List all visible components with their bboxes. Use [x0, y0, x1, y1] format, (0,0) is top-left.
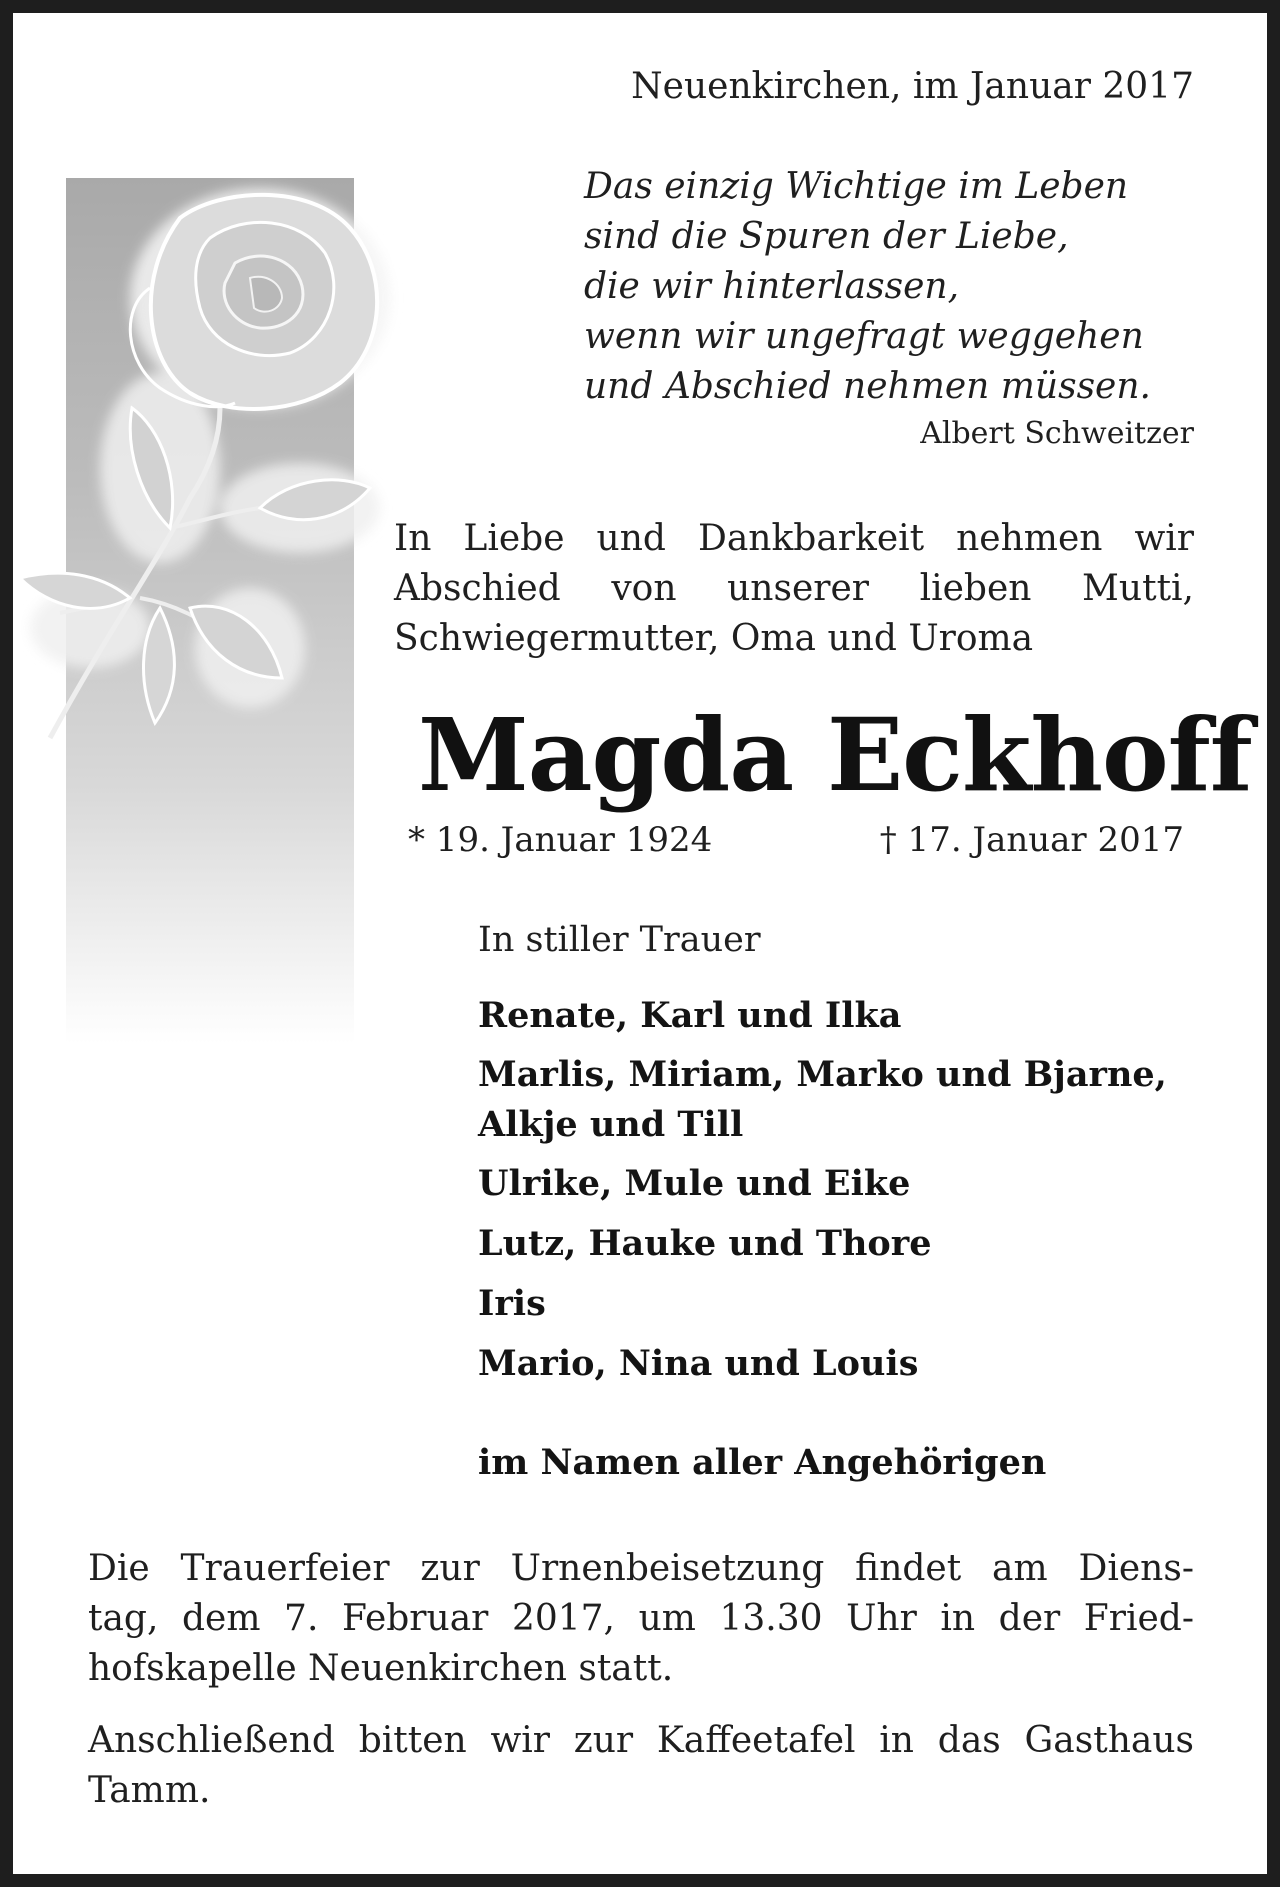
quote-author: Albert Schweitzer [920, 416, 1194, 451]
deceased-name: Magda Eckhoff [418, 696, 1252, 814]
mourner-entry: Ulrike, Mule und Eike [478, 1163, 911, 1204]
reception-notice [88, 1716, 1194, 1816]
place-date: Neuenkirchen, im Januar 2017 [631, 66, 1194, 107]
rose-illustration [20, 178, 410, 778]
death-date: † 17. Januar 2017 [879, 820, 1184, 860]
behalf-line: im Namen aller Angehörigen [478, 1442, 1047, 1483]
quote-line: die wir hinterlassen, [584, 266, 960, 307]
reception-line: Anschließend bitten wir zur Kaffeetafel in das Gasthaus [88, 1720, 1194, 1761]
quote-line: wenn wir ungefragt weggehen [584, 316, 1144, 357]
intro-text [394, 514, 1194, 664]
mourner-entry: Mario, Nina und Louis [478, 1343, 919, 1384]
quote-line: Das einzig Wichtige im Leben [584, 166, 1129, 207]
quote [584, 162, 1151, 412]
mourner-entry: Marlis, Miriam, Marko und Bjarne, Alkje und Till [478, 1054, 1167, 1145]
mourners-list [478, 990, 1167, 1398]
intro-line: Schwiegermutter, Oma und Uroma [394, 618, 1034, 659]
service-line: Die Trauerfeier zur Urnenbeisetzung findet am Diens- [88, 1548, 1194, 1589]
service-line: hofskapelle Neuenkirchen statt. [88, 1648, 674, 1689]
quote-line: sind die Spuren der Liebe, [584, 216, 1069, 257]
mourner-entry: Lutz, Hauke und Thore [478, 1223, 932, 1264]
intro-line: Abschied von unserer lieben Mutti, [394, 568, 1194, 609]
quote-line: und Abschied nehmen müssen. [584, 366, 1151, 407]
birth-date: * 19. Januar 1924 [408, 820, 713, 860]
mourner-entry: Iris [478, 1283, 546, 1324]
service-notice [88, 1544, 1194, 1694]
mourning-heading: In stiller Trauer [478, 920, 761, 960]
mourner-entry: Renate, Karl und Ilka [478, 995, 902, 1036]
reception-line: Tamm. [88, 1770, 211, 1811]
service-line: tag, dem 7. Februar 2017, um 13.30 Uhr in der Fried- [88, 1598, 1194, 1639]
intro-line: In Liebe und Dankbarkeit nehmen wir [394, 518, 1194, 559]
